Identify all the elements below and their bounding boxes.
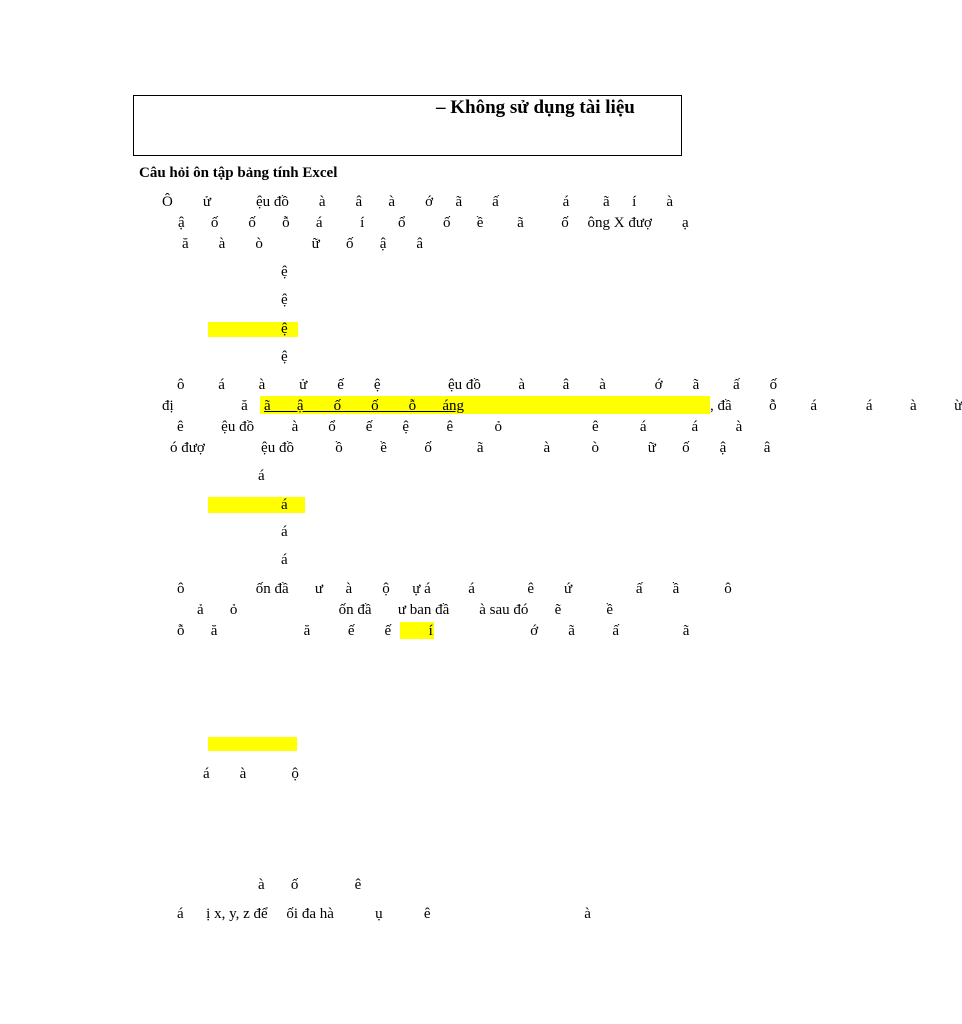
q5-line-1: à ố ê — [258, 877, 362, 893]
q2-option-a: á — [258, 468, 265, 484]
q2-option-d: á — [281, 552, 288, 568]
q1-option-b: ệ — [281, 292, 288, 308]
q3-answer-highlight — [208, 737, 297, 751]
q2-highlight-text: ã ậ ố ố ỗ áng — [264, 398, 464, 414]
q2-answer-highlight — [208, 497, 305, 513]
section-title: Câu hỏi ôn tập bảng tính Excel — [139, 165, 338, 181]
q2-line-2: đị ă — [162, 398, 248, 414]
q2-option-c: á — [281, 524, 288, 540]
q2-line-1: ô á à ử ế ệ ệu đồ à â à ớ ã ấ ố — [177, 377, 778, 393]
q4-line: á à ộ — [203, 766, 299, 782]
q3-line-3: ỗ ă ă ế ế í ớ ã ấ ã — [177, 623, 690, 639]
q3-line-2: ả ỏ ốn đầ ư ban đầ à sau đó ẽ ề — [197, 602, 613, 618]
q1-line-1: Ô ử ệu đồ à â à ớ ã ấ á ã í à — [162, 194, 673, 210]
q1-option-d: ệ — [281, 349, 288, 365]
q2-line-3: ê ệu đồ à ổ ế ệ ê ỏ ê á á à — [177, 419, 743, 435]
header-title: – Không sử dụng tài liệu — [436, 97, 635, 118]
q2-line-2-tail: , đầ ỗ á á à ừ — [710, 398, 962, 414]
q2-line-4: ó đượ ệu đồ ồ ề ố ã à ò ữ ố ậ â — [170, 440, 771, 456]
q3-line-1: ô ốn đầ ư à ộ ự á á ê ứ ấ ầ ô — [177, 581, 732, 597]
q1-option-a: ệ — [281, 264, 288, 280]
q2-option-b: á — [281, 497, 288, 513]
q1-line-2: ậ ố ố ỗ á í ổ ố ề ã ố ông X đượ ạ — [178, 215, 689, 231]
q1-line-3: ă à ò ữ ố ậ â — [182, 236, 424, 252]
q1-option-c: ệ — [281, 321, 288, 337]
q5-line-2: á ị x, y, z để ối đa hà ụ ê à — [177, 906, 591, 922]
